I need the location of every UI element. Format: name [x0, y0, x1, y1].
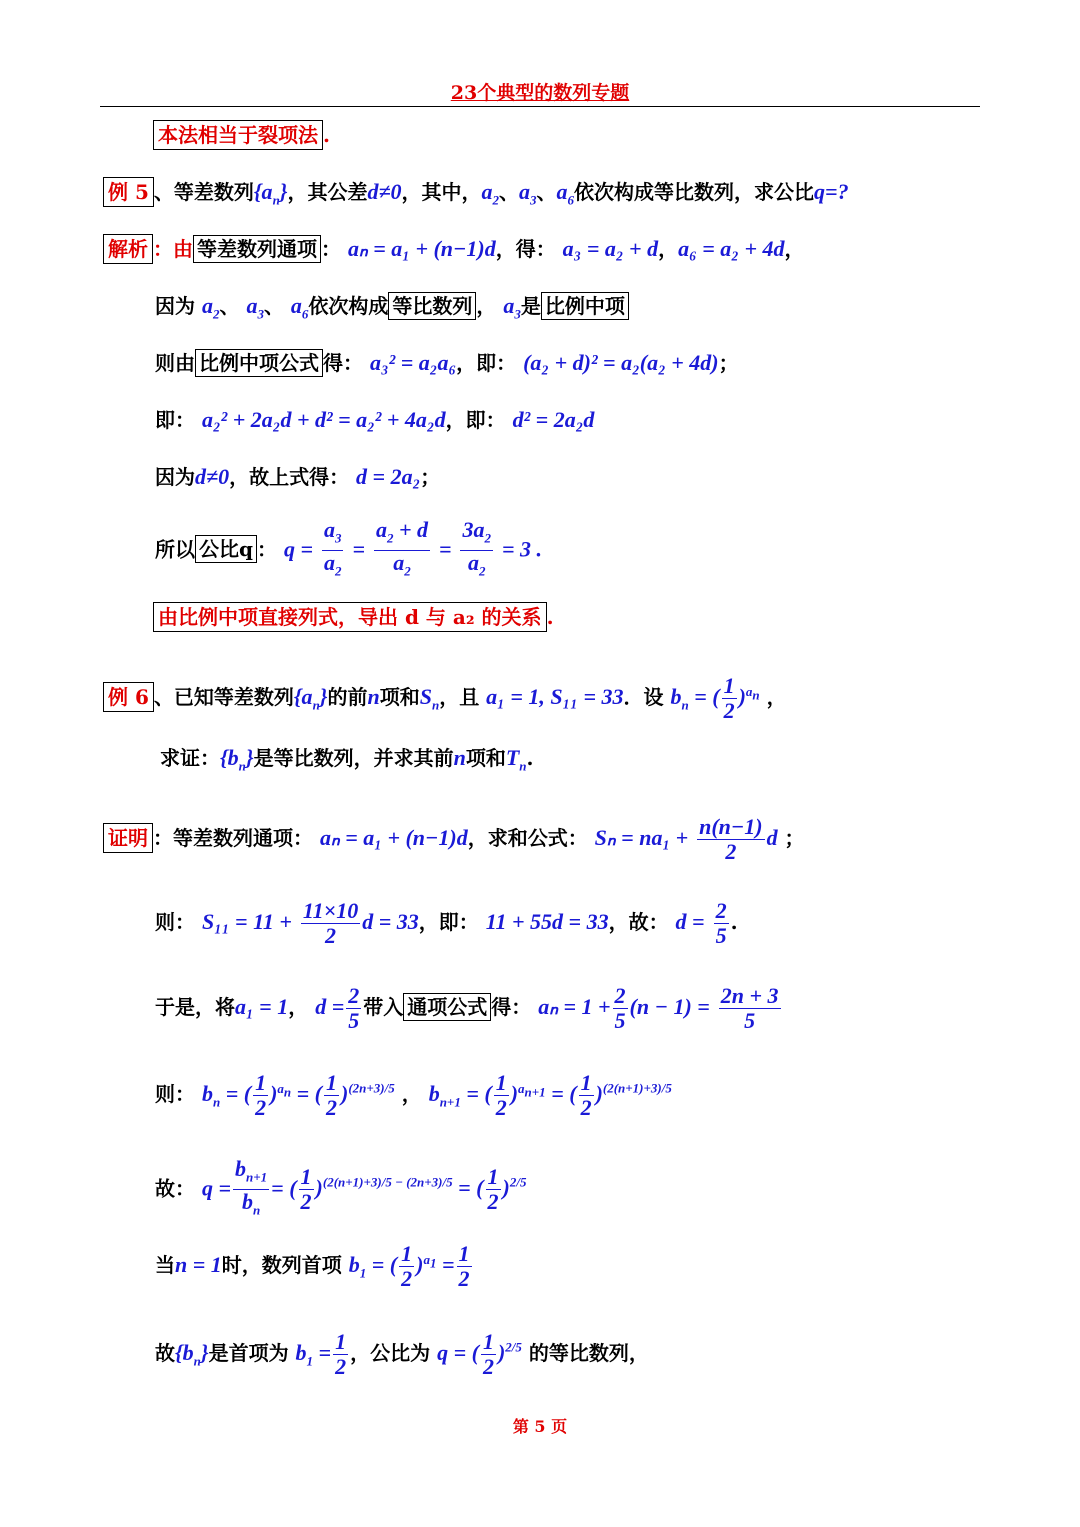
- proof-line-4: 则： $b_n$ = ( $\frac{1}{2}$ )$^{a_n}$ = ( $\frac{1}{2}$ )$^{(2n+3)/5}$ ， $b_{n+1}$ = ( $\frac{1}{2}$ )$^{a_{n+1}}$ = ( $\frac{1}{2}$ )$^{(2(n+1)+3)/5}$: [155, 1070, 672, 1120]
- solution-5-line-5: 因为d≠0，故上式得： d = 2a₂；: [155, 464, 441, 489]
- fraction: $\frac{1}{2}$: [335, 1329, 347, 1379]
- fraction: $\frac{1}{2}$: [326, 1070, 338, 1120]
- fraction: $\frac{1}{2}$: [458, 1241, 470, 1291]
- header-rule: [100, 106, 980, 107]
- solution-tag: 解析: [103, 234, 153, 264]
- proof-line-3: 于是，将a₁ = 1， d = $\frac{2}{5}$ 带入 通项公式 得： aₙ = 1 + $\frac{2}{5}$ (n − 1) = $\frac{2n + 3}{5}$: [155, 983, 779, 1033]
- solution-5-line-2: 因为 $a_2$、 $a_3$、 $a_6$依次构成 等比数列 ， $a_3$是 比例中项: [155, 291, 629, 329]
- fraction: $\frac{11\times 10}{2}$: [302, 898, 359, 948]
- fraction: $\frac{1}{2}$: [255, 1070, 267, 1120]
- solution-5-line-4: 即： a₂² + 2a₂d + d² = a₂² + 4a₂d，即： d² = 2a₂d: [155, 407, 595, 432]
- solution-5-line-3: 则由 比例中项公式 得： a₃² = a₂a₆，即： (a₂ + d)² = a₂(a₂ + 4d)；: [155, 350, 739, 375]
- fraction: $\frac{1}{2}$: [580, 1070, 592, 1120]
- fraction: $\frac{1}{2}$: [401, 1241, 413, 1291]
- fraction: $\frac{1}{2}$: [487, 1164, 499, 1215]
- fraction: $\frac{1}{2}$: [482, 1329, 494, 1379]
- fraction: $\frac{1}{2}$: [300, 1164, 312, 1215]
- fraction: $\frac{2}{5}$: [614, 983, 626, 1033]
- note-2: 由比例中项直接列式，导出 d 与 a₂ 的关系 .: [153, 602, 554, 632]
- example-5-tag: 例 5: [103, 177, 154, 207]
- proof-line-1: 证明 ：等差数列通项： aₙ = a₁ + (n−1)d，求和公式： Sₙ = na₁ + $\frac{n(n-1)}{2}$ d ；: [103, 815, 805, 864]
- document-title: 23个典型的数列专题: [450, 82, 630, 104]
- fraction: $\frac{1}{2}$: [723, 673, 735, 723]
- solution-5-line-1: 解析 ：由 等差数列通项 ： aₙ = a₁ + (n−1)d，得： a₃ = a₂ + d，a₆ = a₂ + 4d，: [103, 234, 805, 264]
- fraction: $\frac{2}{5}$: [348, 983, 360, 1033]
- fraction: $\frac{2n + 3}{5}$: [720, 983, 779, 1033]
- solution-5-line-6: 所以 公比q ： q = $\frac{a_3}{a_2}$ = $\frac{a_2 + d}{a_2}$ = $\frac{3a_2}{a_2}$ = 3 .: [155, 518, 542, 584]
- example-5: 例 5 、等差数列$\{a_n\}$，其公差d≠0，其中，$a_2$、$a_3$、$a_6$依次构成等比数列，求公比q=?: [103, 177, 849, 215]
- note-1-box: 本法相当于裂项法: [153, 120, 323, 150]
- fraction: $\frac{b_{n+1}}{b_n}$: [235, 1156, 268, 1218]
- proof-line-2: 则： S₁₁ = 11 + $\frac{11\times 10}{2}$ d = 33，即： 11 + 55d = 33，故： d = $\frac{2}{5}$ .: [155, 898, 738, 948]
- fraction: $\frac{3a_2}{a_2}$: [462, 517, 491, 579]
- proof-tag: 证明: [103, 823, 153, 853]
- page-number: 第 5 页: [512, 1417, 568, 1436]
- fraction: $\frac{1}{2}$: [495, 1070, 507, 1120]
- proof-line-7: 故$\{b_n\}$是首项为 $b_1$ = $\frac{1}{2}$ ，公比为 q = ( $\frac{1}{2}$ )$^{2/5}$ 的等比数列，: [155, 1329, 649, 1379]
- fraction: $\frac{a_3}{a_2}$: [323, 517, 342, 579]
- example-6-line-1: 例 6 、已知等差数列$\{a_n\}$的前n项和$S_n$，且 a₁ = 1, S₁₁ = 33．设 $b_n$ = ( $\frac{1}{2}$ )$^{a_n}$ ，: [103, 674, 787, 723]
- example-6-tag: 例 6: [103, 682, 154, 712]
- fraction: $\frac{a_2 + d}{a_2}$: [375, 517, 428, 579]
- note-1: 本法相当于裂项法 .: [153, 120, 330, 150]
- fraction: $\frac{2}{5}$: [715, 898, 727, 948]
- example-6-line-2: 求证：$\{b_n\}$是等比数列，并求其前n项和$T_n$.: [160, 745, 534, 774]
- proof-line-5: 故： q = $\frac{b_{n+1}}{b_n}$ = ( $\frac{1}{2}$ )$^{(2(n+1)+3)/5 - (2n+3)/5}$ = ( $\frac{1}{2}$ )$^{2/5}$: [155, 1157, 526, 1223]
- proof-line-6: 当n = 1时，数列首项 $b_1$ = ( $\frac{1}{2}$ )$^{a_1}$ = $\frac{1}{2}$: [155, 1241, 470, 1291]
- fraction: $\frac{n(n-1)}{2}$: [699, 814, 763, 864]
- note-2-box: 由比例中项直接列式，导出 d 与 a₂ 的关系: [153, 602, 547, 632]
